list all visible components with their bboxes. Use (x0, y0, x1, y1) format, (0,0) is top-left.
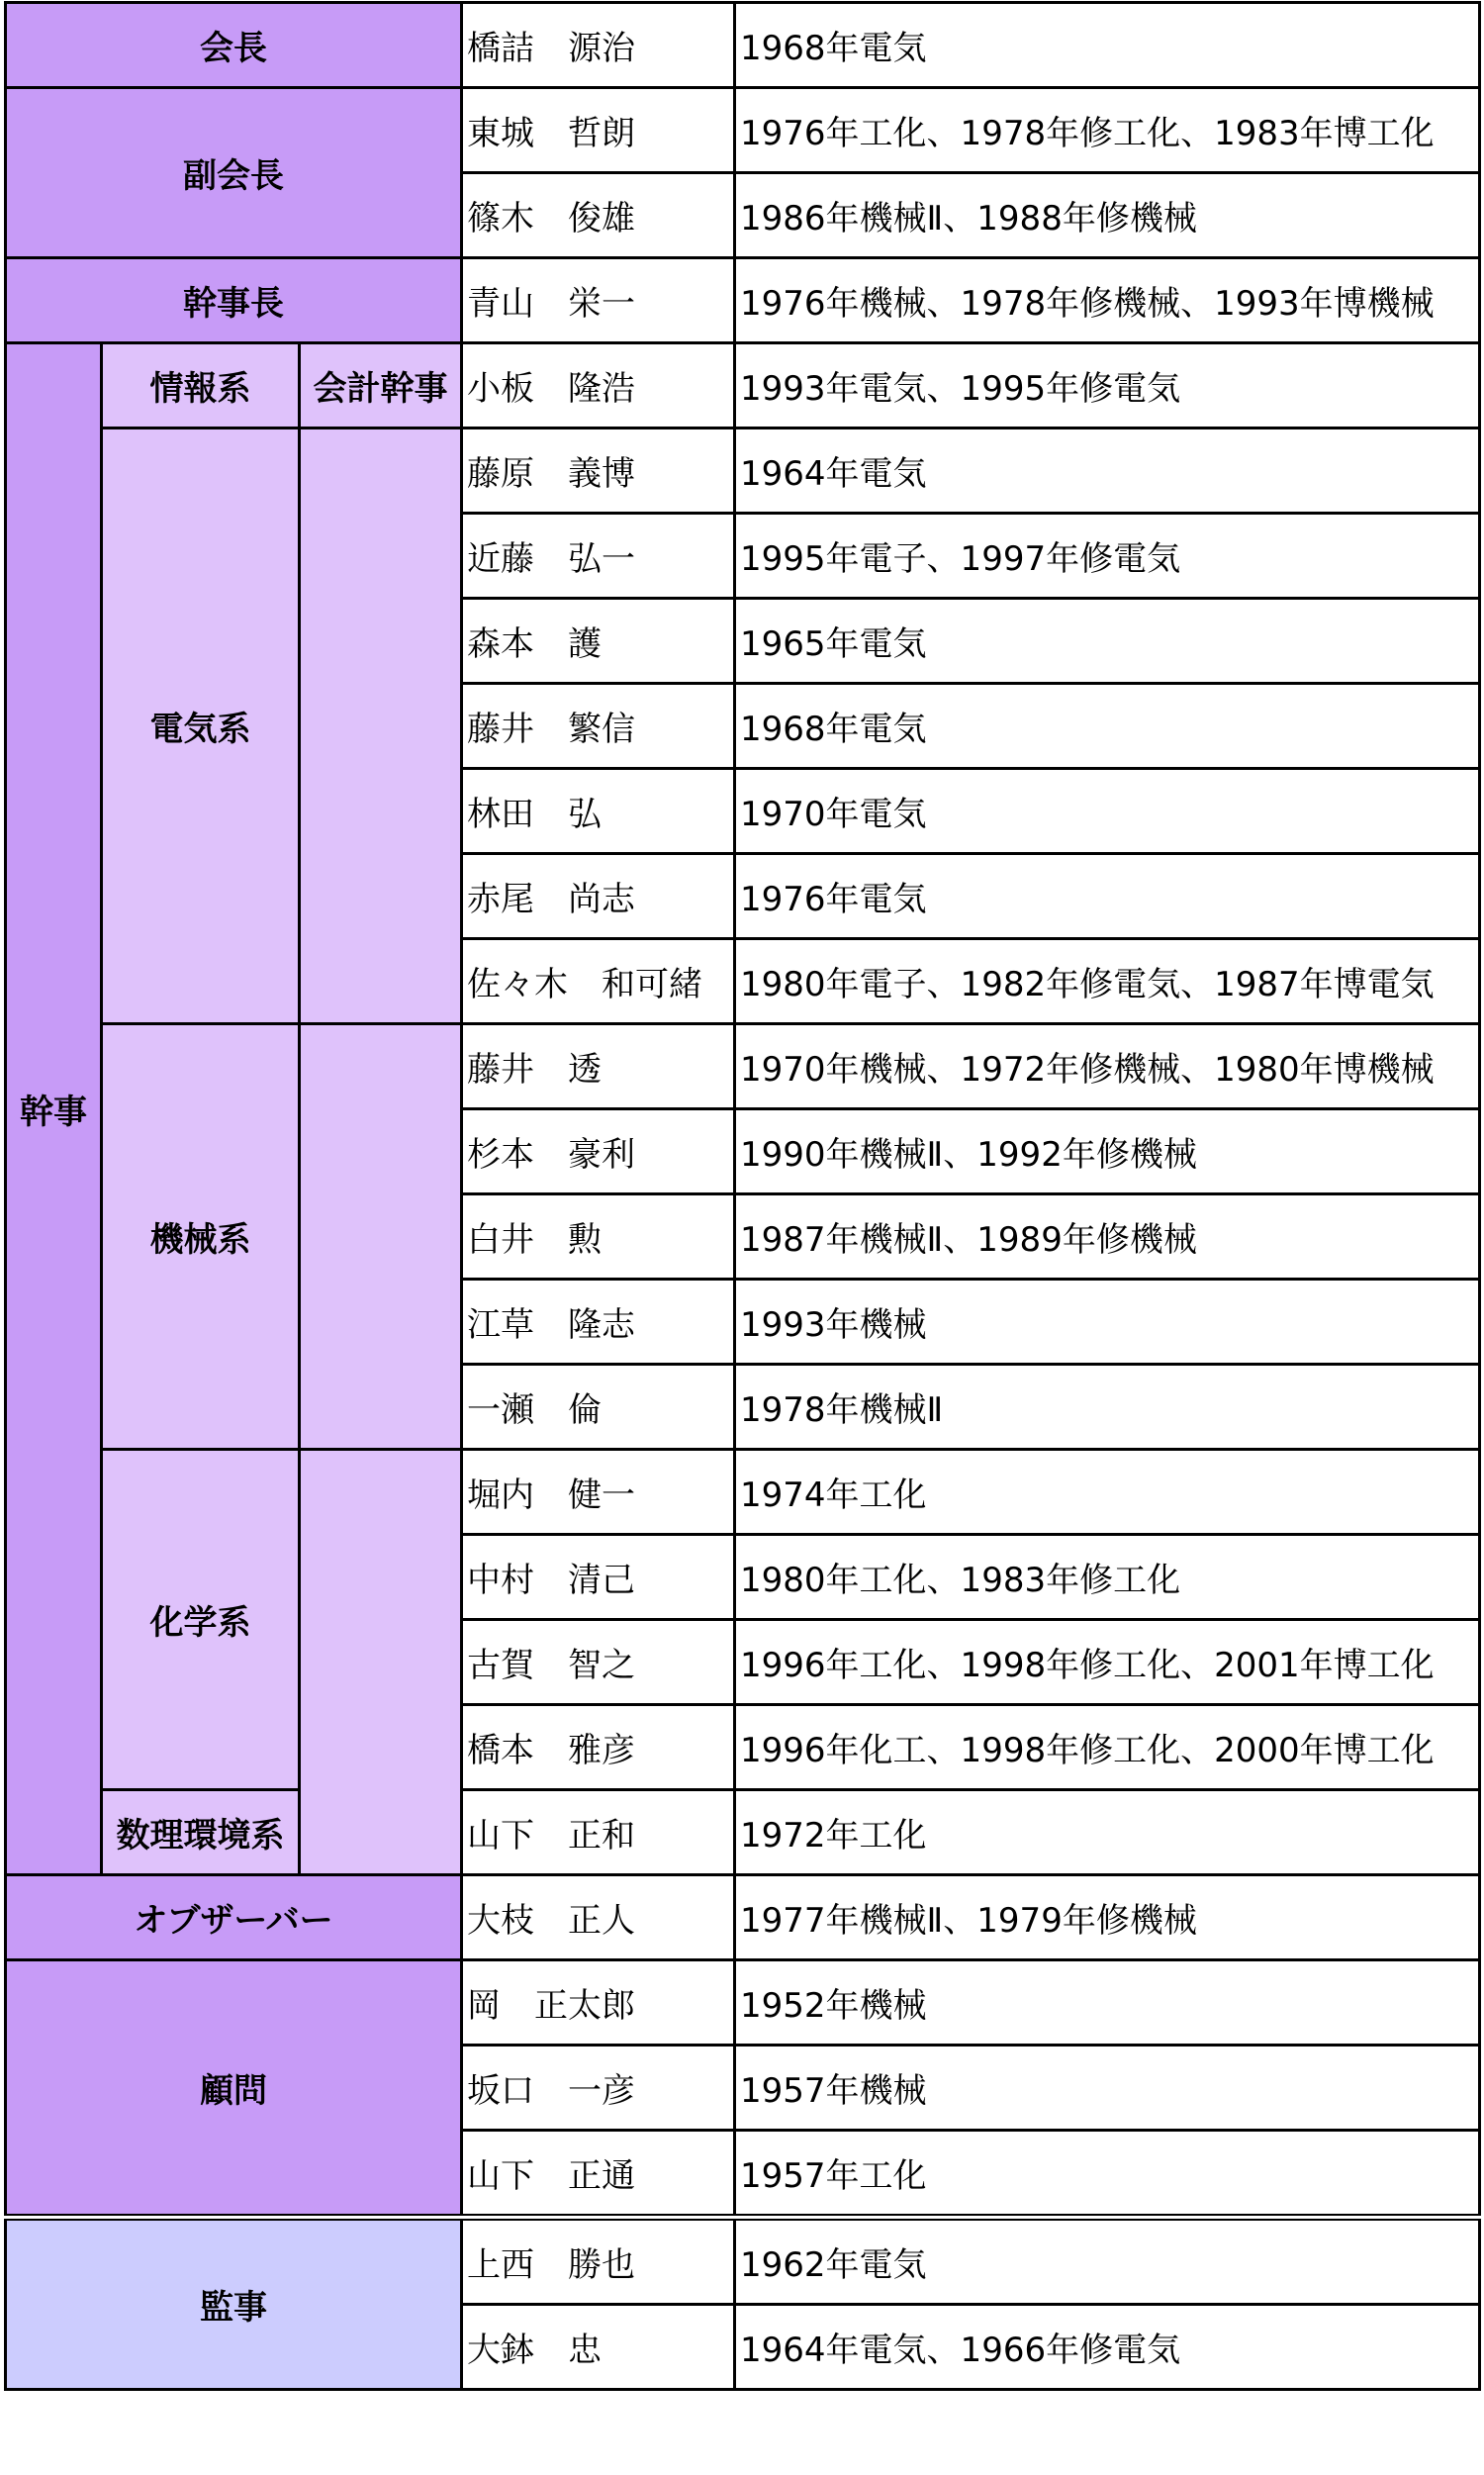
member-name: 大枝 正人 (462, 1875, 735, 1960)
table-row (6, 1875, 1480, 1960)
member-name: 山下 正和 (462, 1790, 735, 1875)
table-row (6, 1450, 1480, 1535)
member-name: 林田 弘 (462, 769, 735, 854)
member-history: 1968年電気 (735, 3, 1480, 88)
treasurer-empty-cell (300, 428, 462, 1024)
member-name: 近藤 弘一 (462, 514, 735, 599)
member-name: 上西 勝也 (462, 2218, 735, 2305)
member-history: 1976年機械、1978年修機械、1993年博機械 (735, 258, 1480, 343)
table-row (6, 258, 1480, 343)
role-auditors: 監事 (6, 2218, 462, 2390)
member-history: 1962年電気 (735, 2218, 1480, 2305)
role-chairman: 会長 (6, 3, 462, 88)
role-secretaries: 幹事 (6, 343, 102, 1875)
member-history: 1957年工化 (735, 2131, 1480, 2218)
member-history: 1974年工化 (735, 1450, 1480, 1535)
table-row (6, 3, 1480, 88)
member-history: 1964年電気、1966年修電気 (735, 2305, 1480, 2390)
member-history: 1972年工化 (735, 1790, 1480, 1875)
table-row (6, 1960, 1480, 2046)
member-name: 小板 隆浩 (462, 343, 735, 428)
division-math-env: 数理環境系 (102, 1790, 300, 1875)
member-history: 1980年電子、1982年修電気、1987年博電気 (735, 939, 1480, 1024)
member-name: 古賀 智之 (462, 1620, 735, 1705)
role-secretary-general: 幹事長 (6, 258, 462, 343)
member-name: 堀内 健一 (462, 1450, 735, 1535)
division-treasurer: 会計幹事 (300, 343, 462, 428)
treasurer-empty-cell (300, 1450, 462, 1875)
member-history: 1964年電気 (735, 428, 1480, 514)
officer-roster-table (4, 1, 1481, 2391)
member-history: 1957年機械 (735, 2046, 1480, 2131)
member-name: 杉本 豪利 (462, 1109, 735, 1194)
member-name: 江草 隆志 (462, 1280, 735, 1365)
member-history: 1978年機械Ⅱ (735, 1365, 1480, 1450)
member-history: 1990年機械Ⅱ、1992年修機械 (735, 1109, 1480, 1194)
member-history: 1970年電気 (735, 769, 1480, 854)
member-name: 藤井 透 (462, 1024, 735, 1109)
member-history: 1995年電子、1997年修電気 (735, 514, 1480, 599)
table-row (6, 1024, 1480, 1109)
member-history: 1987年機械Ⅱ、1989年修機械 (735, 1194, 1480, 1280)
member-history: 1996年化工、1998年修工化、2000年博工化 (735, 1705, 1480, 1790)
member-name: 橋詰 源治 (462, 3, 735, 88)
treasurer-empty-cell (300, 1024, 462, 1450)
table-row (6, 1790, 1480, 1875)
division-info: 情報系 (102, 343, 300, 428)
member-name: 森本 護 (462, 599, 735, 684)
table-row (6, 2218, 1480, 2305)
member-history: 1976年工化、1978年修工化、1983年博工化 (735, 88, 1480, 173)
member-history: 1952年機械 (735, 1960, 1480, 2046)
table-row (6, 428, 1480, 514)
member-name: 藤原 義博 (462, 428, 735, 514)
member-history: 1986年機械Ⅱ、1988年修機械 (735, 173, 1480, 258)
member-name: 白井 勲 (462, 1194, 735, 1280)
member-name: 中村 清己 (462, 1535, 735, 1620)
member-name: 山下 正通 (462, 2131, 735, 2218)
member-history: 1970年機械、1972年修機械、1980年博機械 (735, 1024, 1480, 1109)
division-electrical: 電気系 (102, 428, 300, 1024)
member-name: 岡 正太郎 (462, 1960, 735, 2046)
member-history: 1965年電気 (735, 599, 1480, 684)
role-advisors: 顧問 (6, 1960, 462, 2218)
member-name: 坂口 一彦 (462, 2046, 735, 2131)
member-history: 1993年機械 (735, 1280, 1480, 1365)
member-name: 大鉢 忠 (462, 2305, 735, 2390)
member-name: 佐々木 和可緒 (462, 939, 735, 1024)
member-name: 青山 栄一 (462, 258, 735, 343)
member-history: 1977年機械Ⅱ、1979年修機械 (735, 1875, 1480, 1960)
division-mechanical: 機械系 (102, 1024, 300, 1450)
member-name: 橋本 雅彦 (462, 1705, 735, 1790)
member-history: 1993年電気、1995年修電気 (735, 343, 1480, 428)
member-history: 1980年工化、1983年修工化 (735, 1535, 1480, 1620)
member-history: 1968年電気 (735, 684, 1480, 769)
member-name: 藤井 繁信 (462, 684, 735, 769)
role-observer: オブザーバー (6, 1875, 462, 1960)
member-name: 一瀬 倫 (462, 1365, 735, 1450)
member-name: 東城 哲朗 (462, 88, 735, 173)
member-history: 1996年工化、1998年修工化、2001年博工化 (735, 1620, 1480, 1705)
role-vice-chairman: 副会長 (6, 88, 462, 258)
member-name: 篠木 俊雄 (462, 173, 735, 258)
member-history: 1976年電気 (735, 854, 1480, 939)
table-row (6, 88, 1480, 173)
table-row (6, 343, 1480, 428)
member-name: 赤尾 尚志 (462, 854, 735, 939)
division-chemical: 化学系 (102, 1450, 300, 1790)
